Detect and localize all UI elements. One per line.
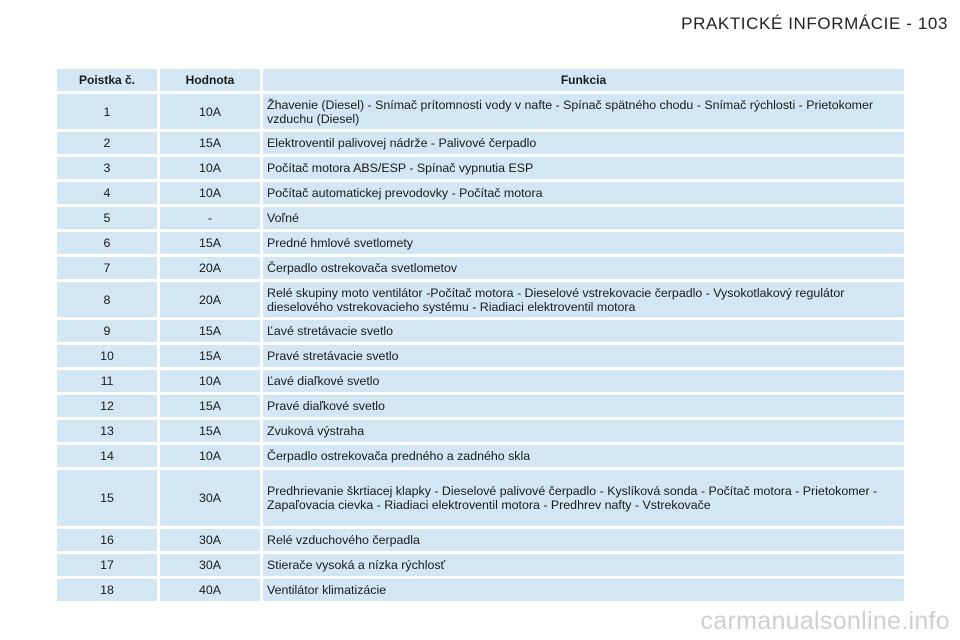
- table-row: [57, 232, 904, 254]
- fuse-rating: 15A: [160, 395, 263, 417]
- table-header-row: [57, 69, 904, 91]
- fuse-rating: 15A: [160, 132, 263, 154]
- fuse-number: 1: [57, 94, 160, 129]
- fuse-function: Pravé diaľkové svetlo: [263, 395, 904, 417]
- fuse-function: Pravé stretávacie svetlo: [263, 345, 904, 367]
- fuse-function: Ventilátor klimatizácie: [263, 579, 904, 601]
- fuse-number: 6: [57, 232, 160, 254]
- fuse-number: 7: [57, 257, 160, 279]
- fuse-rating: 10A: [160, 94, 263, 129]
- table-row: [57, 345, 904, 367]
- fuse-function: Stierače vysoká a nízka rýchlosť: [263, 554, 904, 576]
- fuse-number: 11: [57, 370, 160, 392]
- table-row: [57, 529, 904, 551]
- table-row: [57, 157, 904, 179]
- table-row: [57, 320, 904, 342]
- fuse-function: Počítač automatickej prevodovky - Počítač motora: [263, 182, 904, 204]
- fuse-number: 3: [57, 157, 160, 179]
- fuse-rating: 10A: [160, 182, 263, 204]
- table-row: [57, 395, 904, 417]
- fuse-rating: 10A: [160, 157, 263, 179]
- fuse-function: Zvuková výstraha: [263, 420, 904, 442]
- column-header-rating: Hodnota: [160, 69, 263, 91]
- fuse-function: Predné hmlové svetlomety: [263, 232, 904, 254]
- fuse-function: Voľné: [263, 207, 904, 229]
- fuse-function: Čerpadlo ostrekovača predného a zadného skla: [263, 445, 904, 467]
- table-row: [57, 207, 904, 229]
- table-row: [57, 282, 904, 317]
- table-row: [57, 420, 904, 442]
- fuse-function: Relé vzduchového čerpadla: [263, 529, 904, 551]
- fuse-rating: -: [160, 207, 263, 229]
- watermark: carmanualsonline.info: [700, 607, 950, 635]
- fuse-function: Počítač motora ABS/ESP - Spínač vypnutia ESP: [263, 157, 904, 179]
- fuse-function: Elektroventil palivovej nádrže - Palivové čerpadlo: [263, 132, 904, 154]
- fuse-function: Čerpadlo ostrekovača svetlometov: [263, 257, 904, 279]
- table-row: [57, 94, 904, 129]
- table-row: [57, 579, 904, 601]
- fuse-number: 5: [57, 207, 160, 229]
- table-row: [57, 182, 904, 204]
- fuse-number: 2: [57, 132, 160, 154]
- fuse-number: 9: [57, 320, 160, 342]
- fuse-function: Žhavenie (Diesel) - Snímač prítomnosti vody v nafte - Spínač spätného chodu - Snímač rýchlosti - Prietokomer vzduchu (Diesel): [263, 94, 904, 129]
- column-header-function: Funkcia: [263, 69, 904, 91]
- fuse-rating: 30A: [160, 529, 263, 551]
- fuse-number: 18: [57, 579, 160, 601]
- fuse-function: Ľavé stretávacie svetlo: [263, 320, 904, 342]
- fuse-rating: 10A: [160, 370, 263, 392]
- table-row: [57, 445, 904, 467]
- fuse-number: 14: [57, 445, 160, 467]
- fuse-rating: 20A: [160, 282, 263, 317]
- fuse-number: 8: [57, 282, 160, 317]
- fuse-number: 4: [57, 182, 160, 204]
- fuse-function: Ľavé diaľkové svetlo: [263, 370, 904, 392]
- page-title: PRAKTICKÉ INFORMÁCIE - 103: [681, 14, 948, 33]
- table-row: [57, 470, 904, 526]
- fuse-number: 16: [57, 529, 160, 551]
- fuse-number: 12: [57, 395, 160, 417]
- fuse-rating: 20A: [160, 257, 263, 279]
- fuse-table: [57, 66, 904, 604]
- fuse-rating: 15A: [160, 320, 263, 342]
- table-row: [57, 132, 904, 154]
- fuse-function: Predhrievanie škrtiacej klapky - Dieselové palivové čerpadlo - Kyslíková sonda - Počítač motora - Prietokomer - Zapaľovacia cievka - Riadiaci elektroventil motora - Predhrev nafty - Vstrekovače: [263, 470, 904, 526]
- fuse-rating: 10A: [160, 445, 263, 467]
- table-row: [57, 370, 904, 392]
- fuse-rating: 15A: [160, 345, 263, 367]
- table-row: [57, 257, 904, 279]
- fuse-number: 13: [57, 420, 160, 442]
- fuse-number: 17: [57, 554, 160, 576]
- fuse-rating: 15A: [160, 420, 263, 442]
- fuse-number: 10: [57, 345, 160, 367]
- fuse-number: 15: [57, 470, 160, 526]
- fuse-rating: 40A: [160, 579, 263, 601]
- fuse-function: Relé skupiny moto ventilátor -Počítač motora - Dieselové vstrekovacie čerpadlo - Vysokotlakový regulátor dieselového vstrekovacieho systému - Riadiaci elektroventil motora: [263, 282, 904, 317]
- column-header-fuse-number: Poistka č.: [57, 69, 160, 91]
- fuse-rating: 30A: [160, 554, 263, 576]
- fuse-rating: 15A: [160, 232, 263, 254]
- table-row: [57, 554, 904, 576]
- fuse-rating: 30A: [160, 470, 263, 526]
